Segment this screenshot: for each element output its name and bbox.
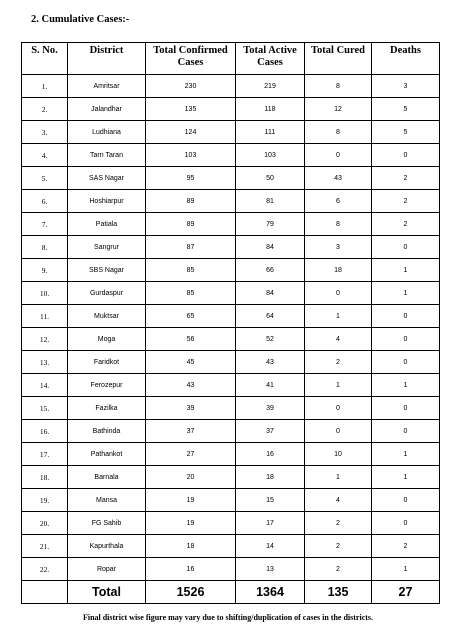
cell-total-cured: 1 [305,466,372,489]
cell-total-cured: 0 [305,397,372,420]
cell-total-cured: 1 [305,305,372,328]
cell-total-active: 111 [236,121,305,144]
table-row [22,259,440,282]
cell-total-active: 39 [236,397,305,420]
table-row [22,282,440,305]
cell-district: Hoshiarpur [68,190,146,213]
cell-total-active: 84 [236,282,305,305]
cell-district: Amritsar [68,75,146,98]
total-deaths: 27 [372,581,440,604]
cell-total-active: 79 [236,213,305,236]
cell-total-active: 16 [236,443,305,466]
cell-deaths: 0 [372,144,440,167]
cell-sno: 3. [22,121,68,144]
cell-district: Fazilka [68,397,146,420]
cell-total-confirmed: 43 [146,374,236,397]
cell-total-cured: 43 [305,167,372,190]
header-total-confirmed: Total Confirmed Cases [146,43,236,75]
cell-deaths: 2 [372,167,440,190]
cell-total-confirmed: 19 [146,489,236,512]
cell-sno: 8. [22,236,68,259]
total-label: Total [68,581,146,604]
cell-total-cured: 6 [305,190,372,213]
cell-deaths: 0 [372,397,440,420]
cell-total-confirmed: 230 [146,75,236,98]
cell-total-active: 14 [236,535,305,558]
cell-sno: 22. [22,558,68,581]
cell-district: Sangrur [68,236,146,259]
cell-total-confirmed: 45 [146,351,236,374]
cell-total-confirmed: 103 [146,144,236,167]
cell-total-confirmed: 27 [146,443,236,466]
cell-total-cured: 2 [305,351,372,374]
cell-sno: 7. [22,213,68,236]
cell-sno: 10. [22,282,68,305]
cell-total-cured: 8 [305,75,372,98]
cumulative-cases-table [21,42,440,604]
cell-district: Jalandhar [68,98,146,121]
cell-total-confirmed: 39 [146,397,236,420]
table-row [22,558,440,581]
cell-sno: 18. [22,466,68,489]
cell-total-cured: 8 [305,121,372,144]
cell-sno: 14. [22,374,68,397]
table-row [22,305,440,328]
table-row [22,121,440,144]
cell-sno: 17. [22,443,68,466]
cell-deaths: 1 [372,558,440,581]
table-row [22,466,440,489]
cell-total-confirmed: 20 [146,466,236,489]
cell-district: Mansa [68,489,146,512]
cell-total-cured: 0 [305,420,372,443]
cell-deaths: 0 [372,512,440,535]
cell-deaths: 2 [372,213,440,236]
cell-deaths: 1 [372,282,440,305]
header-sno: S. No. [22,43,68,75]
cell-total-confirmed: 124 [146,121,236,144]
total-cured: 135 [305,581,372,604]
cell-total-active: 219 [236,75,305,98]
cell-total-cured: 3 [305,236,372,259]
cell-sno: 6. [22,190,68,213]
table-row [22,213,440,236]
cell-sno: 4. [22,144,68,167]
cell-deaths: 5 [372,121,440,144]
cell-deaths: 1 [372,466,440,489]
table-row [22,236,440,259]
cell-total-cured: 18 [305,259,372,282]
cell-total-active: 43 [236,351,305,374]
cell-total-confirmed: 65 [146,305,236,328]
table-row [22,144,440,167]
cell-total-cured: 2 [305,535,372,558]
cell-sno: 1. [22,75,68,98]
cell-total-cured: 8 [305,213,372,236]
table-row [22,512,440,535]
table-row [22,443,440,466]
header-district: District [68,43,146,75]
cell-total-confirmed: 16 [146,558,236,581]
cell-total-active: 52 [236,328,305,351]
header-deaths: Deaths [372,43,440,75]
cell-total-active: 66 [236,259,305,282]
cell-total-confirmed: 87 [146,236,236,259]
table-row [22,420,440,443]
cell-district: Ferozepur [68,374,146,397]
cell-deaths: 0 [372,489,440,512]
table-row [22,328,440,351]
cell-deaths: 0 [372,305,440,328]
section-heading: 2. Cumulative Cases:- [31,14,130,25]
table-row [22,535,440,558]
cell-total-cured: 2 [305,512,372,535]
cell-deaths: 1 [372,443,440,466]
cell-district: Tarn Taran [68,144,146,167]
cell-total-cured: 1 [305,374,372,397]
cell-district: Moga [68,328,146,351]
cell-total-active: 64 [236,305,305,328]
cell-total-cured: 4 [305,489,372,512]
table-header-row [22,43,440,75]
cell-total-cured: 0 [305,144,372,167]
cell-sno: 12. [22,328,68,351]
cell-total-confirmed: 89 [146,190,236,213]
cell-total-active: 15 [236,489,305,512]
cell-deaths: 0 [372,328,440,351]
cell-total-active: 13 [236,558,305,581]
cell-district: Muktsar [68,305,146,328]
table-row [22,167,440,190]
cell-total-confirmed: 135 [146,98,236,121]
table-row [22,98,440,121]
cell-district: Patiala [68,213,146,236]
cell-sno: 13. [22,351,68,374]
total-active: 1364 [236,581,305,604]
cell-total-active: 17 [236,512,305,535]
cell-sno: 9. [22,259,68,282]
cell-district: Bathinda [68,420,146,443]
header-total-active: Total Active Cases [236,43,305,75]
cell-total-active: 118 [236,98,305,121]
cell-deaths: 2 [372,190,440,213]
cell-deaths: 0 [372,351,440,374]
cell-district: Ludhiana [68,121,146,144]
cell-total-cured: 0 [305,282,372,305]
cell-total-confirmed: 37 [146,420,236,443]
total-confirmed: 1526 [146,581,236,604]
cell-total-confirmed: 19 [146,512,236,535]
table-body [22,75,440,581]
table-row [22,75,440,98]
cell-total-confirmed: 85 [146,282,236,305]
cell-district: Ropar [68,558,146,581]
table-row [22,190,440,213]
table-row [22,374,440,397]
cell-deaths: 3 [372,75,440,98]
cell-district: Gurdaspur [68,282,146,305]
cell-deaths: 1 [372,259,440,282]
cell-district: Faridkot [68,351,146,374]
cell-total-confirmed: 56 [146,328,236,351]
total-row [22,581,440,604]
table-row [22,351,440,374]
cell-sno: 19. [22,489,68,512]
cell-deaths: 5 [372,98,440,121]
cell-total-active: 41 [236,374,305,397]
total-sno [22,581,68,604]
cell-sno: 11. [22,305,68,328]
cell-total-active: 37 [236,420,305,443]
cell-total-active: 50 [236,167,305,190]
table-row [22,489,440,512]
cell-sno: 20. [22,512,68,535]
cell-total-confirmed: 95 [146,167,236,190]
cell-sno: 5. [22,167,68,190]
cell-district: SAS Nagar [68,167,146,190]
cell-total-cured: 4 [305,328,372,351]
footnote: Final district wise figure may vary due to shifting/duplication of cases in the districts. [82,613,374,622]
cell-district: Kapurthala [68,535,146,558]
cell-total-cured: 2 [305,558,372,581]
cell-total-active: 103 [236,144,305,167]
cell-sno: 2. [22,98,68,121]
cell-district: SBS Nagar [68,259,146,282]
cell-district: Barnala [68,466,146,489]
cell-total-confirmed: 18 [146,535,236,558]
cell-deaths: 0 [372,420,440,443]
cell-total-cured: 12 [305,98,372,121]
cell-total-active: 81 [236,190,305,213]
cell-sno: 21. [22,535,68,558]
cell-total-active: 18 [236,466,305,489]
cell-total-cured: 10 [305,443,372,466]
cell-deaths: 2 [372,535,440,558]
cell-total-active: 84 [236,236,305,259]
table-row [22,397,440,420]
cell-total-confirmed: 89 [146,213,236,236]
cell-deaths: 0 [372,236,440,259]
cell-district: FG Sahib [68,512,146,535]
cell-total-confirmed: 85 [146,259,236,282]
cell-district: Pathankot [68,443,146,466]
cell-sno: 15. [22,397,68,420]
header-total-cured: Total Cured [305,43,372,75]
cell-sno: 16. [22,420,68,443]
cell-deaths: 1 [372,374,440,397]
